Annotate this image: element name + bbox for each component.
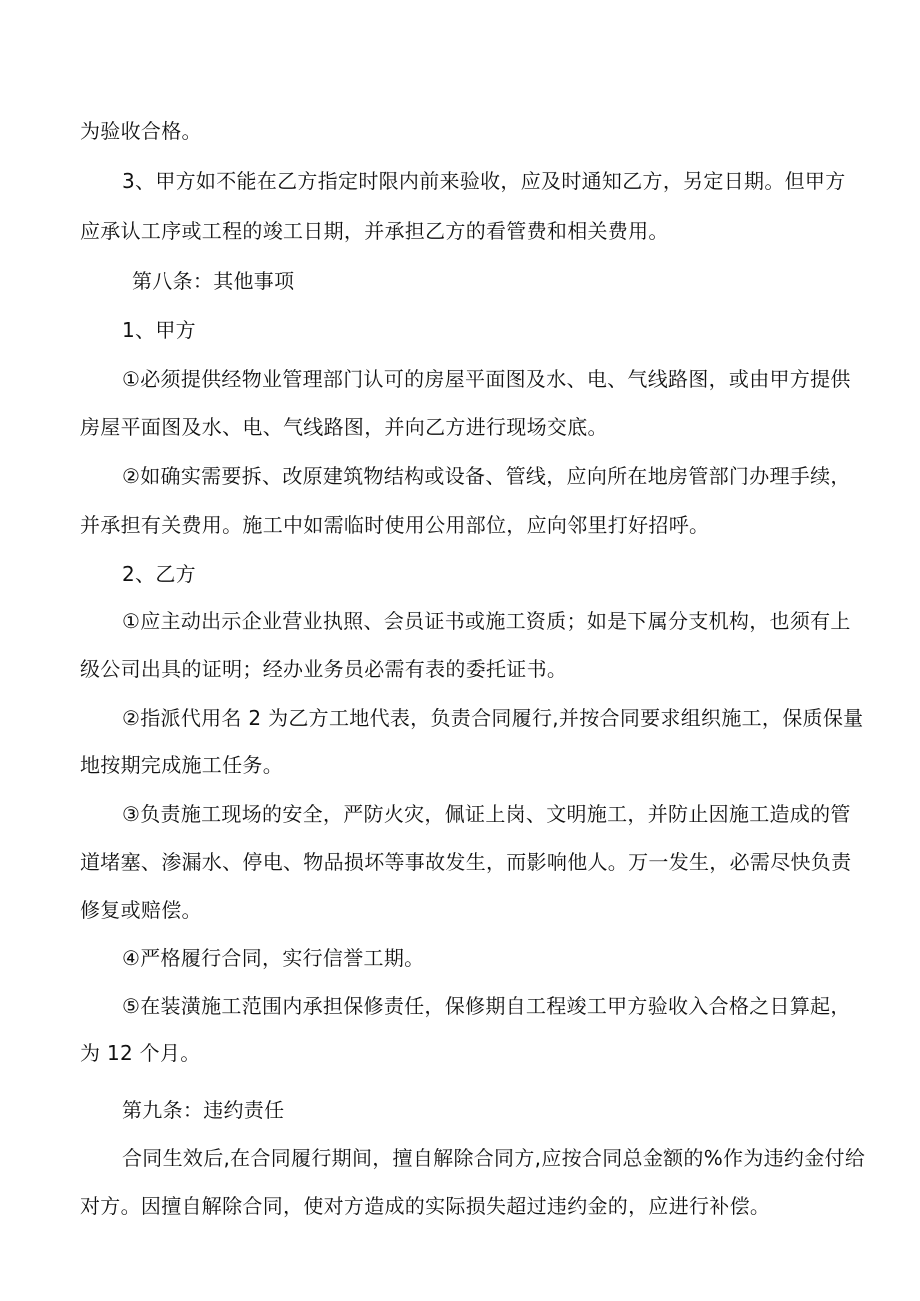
text-line: 修复或赔偿。: [80, 898, 202, 922]
text-line: 道堵塞、渗漏水、停电、物品损坏等事故发生，而影响他人。万一发生，必需尽快负责: [80, 850, 852, 874]
section-heading: 第九条：违约责任: [122, 1098, 285, 1122]
text-line: ①必须提供经物业管理部门认可的房屋平面图及水、电、气线路图，或由甲方提供: [122, 367, 851, 391]
text-line: ②指派代用名 2 为乙方工地代表，负责合同履行,并按合同要求组织施工，保质保量: [122, 706, 864, 730]
text-line: 3、甲方如不能在乙方指定时限内前来验收，应及时通知乙方，另定日期。但甲方: [122, 169, 846, 193]
text-line: 地按期完成施工任务。: [80, 753, 283, 777]
text-line: ④严格履行合同，实行信誉工期。: [122, 946, 425, 970]
text-line: 级公司出具的证明；经办业务员必需有表的委托证书。: [80, 657, 568, 681]
text-line: 应承认工序或工程的竣工日期，并承担乙方的看管费和相关费用。: [80, 219, 669, 243]
subsection-heading: 2、乙方: [122, 562, 196, 586]
text-line: 为 12 个月。: [80, 1041, 201, 1065]
text-line: ①应主动出示企业营业执照、会员证书或施工资质；如是下属分支机构，也须有上: [122, 609, 851, 633]
text-line: 为验收合格。: [80, 119, 202, 143]
text-line: 房屋平面图及水、电、气线路图，并向乙方进行现场交底。: [80, 415, 608, 439]
text-line: 对方。因擅自解除合同，使对方造成的实际损失超过违约金的，应进行补偿。: [80, 1194, 771, 1218]
text-line: ⑤在装潢施工范围内承担保修责任，保修期自工程竣工甲方验收入合格之日算起，: [122, 994, 851, 1018]
subsection-heading: 1、甲方: [122, 318, 196, 342]
text-line: ②如确实需要拆、改原建筑物结构或设备、管线，应向所在地房管部门办理手续，: [122, 464, 851, 488]
text-line: 合同生效后,在合同履行期间，擅自解除合同方,应按合同总金额的%作为违约金付给: [122, 1146, 866, 1170]
text-line: ③负责施工现场的安全，严防火灾，佩证上岗、文明施工，并防止因施工造成的管: [122, 802, 851, 826]
section-heading: 第八条：其他事项: [132, 269, 295, 293]
text-line: 并承担有关费用。施工中如需临时使用公用部位，应向邻里打好招呼。: [80, 513, 710, 537]
